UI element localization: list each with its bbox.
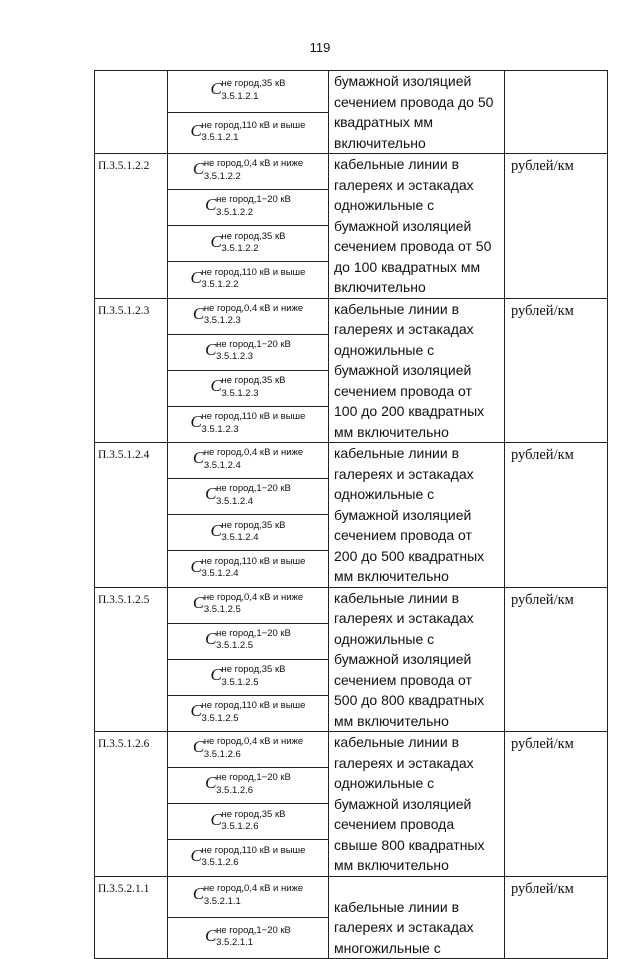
description-line: галереях и эстакадах (334, 465, 474, 482)
item-unit: рублей/км (505, 732, 608, 877)
description-line: сечением провода от (334, 527, 472, 543)
formula-variable: C (192, 303, 205, 323)
item-unit: рублей/км (505, 587, 608, 732)
formula-subscript: 3.5.1.2.3 (221, 387, 259, 399)
rate-formula (168, 112, 329, 154)
formula-variable: C (205, 773, 217, 793)
description-line: сечением провода (334, 816, 455, 832)
description-line: 500 до 800 квадратных (334, 692, 485, 708)
formula-subscript: 3.5.1.2.5 (221, 676, 259, 688)
formula-superscript: не город,0,4 кВ и ниже (203, 447, 304, 459)
formula-variable: C (205, 628, 217, 648)
description-line: сечением провода от 50 (334, 238, 492, 254)
rate-formula (168, 587, 329, 623)
formula-superscript: не город,1−20 кВ (216, 194, 291, 206)
formula-subscript: 3.5.1.2.2 (203, 170, 241, 182)
formula-subscript: 3.5.1.2.4 (216, 495, 254, 507)
description-line: мм включительно (334, 423, 449, 440)
formula-variable: C (210, 809, 222, 829)
table-row (95, 876, 608, 917)
formula-symbol (191, 557, 306, 579)
formula-symbol (205, 484, 291, 506)
table-row (95, 71, 608, 113)
formula-symbol (191, 268, 306, 290)
description-line: включительно (334, 134, 426, 151)
formula-variable: C (210, 231, 222, 251)
table-row (95, 154, 608, 190)
description-line: сечением провода до 50 (334, 93, 494, 110)
item-unit: рублей/км (505, 443, 608, 588)
formula-symbol (205, 926, 291, 948)
table-row (95, 732, 608, 768)
formula-subscript: 3.5.1.2.5 (201, 712, 239, 724)
formula-symbol (193, 884, 303, 906)
description-line: бумажной изоляцией (334, 73, 472, 89)
formula-subscript: 3.5.1.2.2 (216, 206, 254, 218)
formula-variable: C (190, 845, 202, 865)
rate-formula (168, 226, 329, 262)
description-line: бумажной изоляцией (334, 651, 472, 667)
rate-formula (168, 190, 329, 226)
description-line: квадратных мм (334, 114, 433, 130)
formula-superscript: не город,0,4 кВ и ниже (203, 736, 304, 748)
description-line: кабельные линии в (334, 445, 460, 461)
formula-superscript: не город,1−20 кВ (216, 483, 291, 495)
formula-superscript: не город,1−20 кВ (216, 924, 291, 936)
formula-variable: C (192, 884, 205, 904)
formula-superscript: не город,110 кВ и выше (201, 266, 306, 278)
formula-superscript: не город,35 кВ (221, 519, 286, 531)
description-line: мм включительно (334, 568, 449, 584)
formula-variable: C (190, 701, 202, 721)
item-code: П.3.5.1.2.4 (95, 443, 168, 588)
page-number: 119 (309, 40, 331, 55)
formula-superscript: не город,110 кВ и выше (201, 119, 306, 131)
formula-superscript: не город,0,4 кВ и ниже (203, 591, 304, 603)
formula-variable: C (192, 737, 205, 757)
formula-subscript: 3.5.1.2.4 (203, 459, 241, 471)
rate-formula (168, 695, 329, 731)
rate-formula (168, 732, 329, 768)
table-row (95, 587, 608, 623)
rate-formula (168, 334, 329, 370)
formula-subscript: 3.5.1.2.6 (203, 748, 241, 760)
formula-variable: C (192, 448, 205, 468)
description-line: мм включительно (334, 857, 449, 873)
formula-subscript: 3.5.1.2.4 (221, 532, 259, 544)
formula-variable: C (210, 79, 222, 98)
description-line: галереях и эстакадах (334, 610, 474, 626)
item-description (329, 587, 505, 732)
formula-superscript: не город,1−20 кВ (216, 772, 291, 784)
formula-subscript: 3.5.1.2.6 (216, 784, 254, 796)
rate-formula (168, 71, 329, 113)
formula-subscript: 3.5.1.2.5 (216, 640, 254, 652)
formula-subscript: 3.5.1.2.5 (203, 604, 241, 616)
formula-superscript: не город,110 кВ и выше (201, 844, 306, 856)
rate-formula (168, 840, 329, 876)
formula-variable: C (210, 520, 222, 540)
item-description (329, 443, 505, 588)
description-line: сечением провода от (334, 382, 472, 399)
rate-formula (168, 479, 329, 515)
formula-superscript: не город,0,4 кВ и ниже (203, 883, 304, 895)
description-line: галереях и эстакадах (334, 176, 474, 193)
rate-formula (168, 876, 329, 917)
formula-symbol (205, 340, 291, 362)
item-unit: рублей/км (505, 876, 608, 959)
formula-symbol (205, 629, 291, 651)
formula-variable: C (190, 267, 202, 287)
description-line: свыше 800 квадратных (334, 836, 485, 853)
description-line: одножильные с (334, 486, 435, 502)
formula-symbol (211, 79, 286, 101)
formula-symbol (211, 665, 286, 687)
formula-subscript: 3.5.1.2.2 (221, 243, 259, 255)
formula-superscript: не город,35 кВ (221, 375, 286, 387)
item-code: П.3.5.1.2.5 (95, 587, 168, 732)
formula-variable: C (190, 412, 202, 432)
item-description (329, 876, 505, 959)
formula-subscript: 3.5.1.2.6 (201, 857, 239, 869)
item-code: П.3.5.1.2.2 (95, 154, 168, 299)
formula-subscript: 3.5.1.2.3 (201, 423, 239, 435)
description-line: бумажной изоляцией (334, 795, 472, 812)
tariff-table-body (95, 71, 608, 959)
description-line: кабельные линии в (334, 734, 460, 750)
item-description (329, 732, 505, 877)
formula-superscript: не город,35 кВ (221, 78, 286, 89)
description-line: 100 до 200 квадратных (334, 403, 485, 419)
formula-superscript: не город,35 кВ (221, 808, 286, 820)
formula-symbol (211, 232, 286, 254)
formula-subscript: 3.5.1.2.3 (216, 351, 254, 363)
formula-symbol (191, 121, 306, 143)
description-line: мм включительно (334, 712, 449, 729)
formula-symbol (193, 448, 303, 470)
rate-formula (168, 406, 329, 442)
rate-formula (168, 154, 329, 190)
rate-formula (168, 804, 329, 840)
description-line: кабельные линии в (334, 898, 460, 915)
formula-variable: C (190, 556, 202, 576)
description-line: бумажной изоляцией (334, 506, 472, 523)
description-line: одножильные с (334, 775, 435, 791)
formula-symbol (193, 304, 303, 326)
formula-superscript: не город,110 кВ и выше (201, 700, 306, 712)
formula-symbol (191, 846, 306, 868)
formula-subscript: 3.5.1.2.4 (201, 568, 239, 580)
description-line: кабельные линии в (334, 589, 460, 606)
rate-formula (168, 551, 329, 587)
formula-variable: C (205, 484, 217, 504)
formula-variable: C (192, 592, 205, 612)
rate-formula (168, 768, 329, 804)
formula-variable: C (210, 665, 222, 685)
rate-formula (168, 917, 329, 958)
formula-variable: C (205, 195, 217, 215)
formula-symbol (191, 701, 306, 723)
description-line: одножильные с (334, 630, 435, 647)
item-unit: рублей/км (505, 298, 608, 443)
formula-symbol (211, 376, 286, 398)
item-code: П.3.5.2.1.1 (95, 876, 168, 959)
rate-formula (168, 515, 329, 551)
item-unit (505, 71, 608, 154)
description-line: одножильные с (334, 341, 435, 358)
description-line: до 100 квадратных мм (334, 258, 481, 275)
formula-symbol (191, 412, 306, 434)
formula-symbol (193, 593, 303, 615)
description-line: кабельные линии в (334, 156, 460, 172)
table-row (95, 298, 608, 334)
formula-subscript: 3.5.1.2.1 (221, 90, 259, 102)
description-line: одножильные с (334, 197, 435, 213)
rate-formula (168, 298, 329, 334)
formula-subscript: 3.5.2.1.1 (203, 895, 241, 907)
item-code (95, 71, 168, 154)
rate-formula (168, 370, 329, 406)
formula-superscript: не город,35 кВ (221, 230, 286, 242)
formula-symbol (211, 521, 286, 543)
item-description (329, 298, 505, 443)
formula-superscript: не город,110 кВ и выше (201, 411, 306, 423)
description-line: многожильные с (334, 939, 441, 956)
item-unit: рублей/км (505, 154, 608, 299)
formula-subscript: 3.5.1.2.2 (201, 279, 239, 291)
tariff-table (94, 70, 608, 959)
formula-symbol (205, 773, 291, 795)
formula-variable: C (205, 339, 217, 359)
formula-symbol (205, 195, 291, 217)
description-line: галереях и эстакадах (334, 919, 474, 935)
formula-symbol (211, 810, 286, 832)
rate-formula (168, 659, 329, 695)
description-line: галереях и эстакадах (334, 321, 474, 337)
description-line: 200 до 500 квадратных (334, 547, 485, 564)
formula-variable: C (205, 925, 217, 945)
description-line: бумажной изоляцией (334, 217, 472, 234)
rate-formula (168, 262, 329, 298)
formula-subscript: 3.5.1.2.6 (221, 821, 259, 833)
formula-superscript: не город,110 кВ и выше (201, 555, 306, 567)
formula-variable: C (192, 159, 205, 179)
formula-superscript: не город,1−20 кВ (216, 338, 291, 350)
item-description (329, 71, 505, 154)
formula-superscript: не город,1−20 кВ (216, 627, 291, 639)
description-line: кабельные линии в (334, 300, 460, 317)
description-line: бумажной изоляцией (334, 362, 472, 378)
formula-symbol (193, 159, 303, 181)
rate-formula (168, 443, 329, 479)
formula-subscript: 3.5.1.2.1 (201, 132, 239, 143)
item-code: П.3.5.1.2.3 (95, 298, 168, 443)
description-line: галереях и эстакадах (334, 754, 474, 771)
formula-superscript: не город,0,4 кВ и ниже (203, 302, 304, 314)
formula-superscript: не город,35 кВ (221, 664, 286, 676)
item-description (329, 154, 505, 299)
formula-variable: C (210, 376, 222, 396)
formula-symbol (193, 737, 303, 759)
formula-variable: C (190, 120, 202, 140)
formula-subscript: 3.5.1.2.3 (203, 315, 241, 327)
rate-formula (168, 623, 329, 659)
description-line: сечением провода от (334, 671, 472, 688)
item-code: П.3.5.1.2.6 (95, 732, 168, 877)
table-row (95, 443, 608, 479)
formula-superscript: не город,0,4 кВ и ниже (203, 158, 304, 170)
formula-subscript: 3.5.2.1.1 (216, 937, 254, 949)
description-line: включительно (334, 279, 426, 295)
